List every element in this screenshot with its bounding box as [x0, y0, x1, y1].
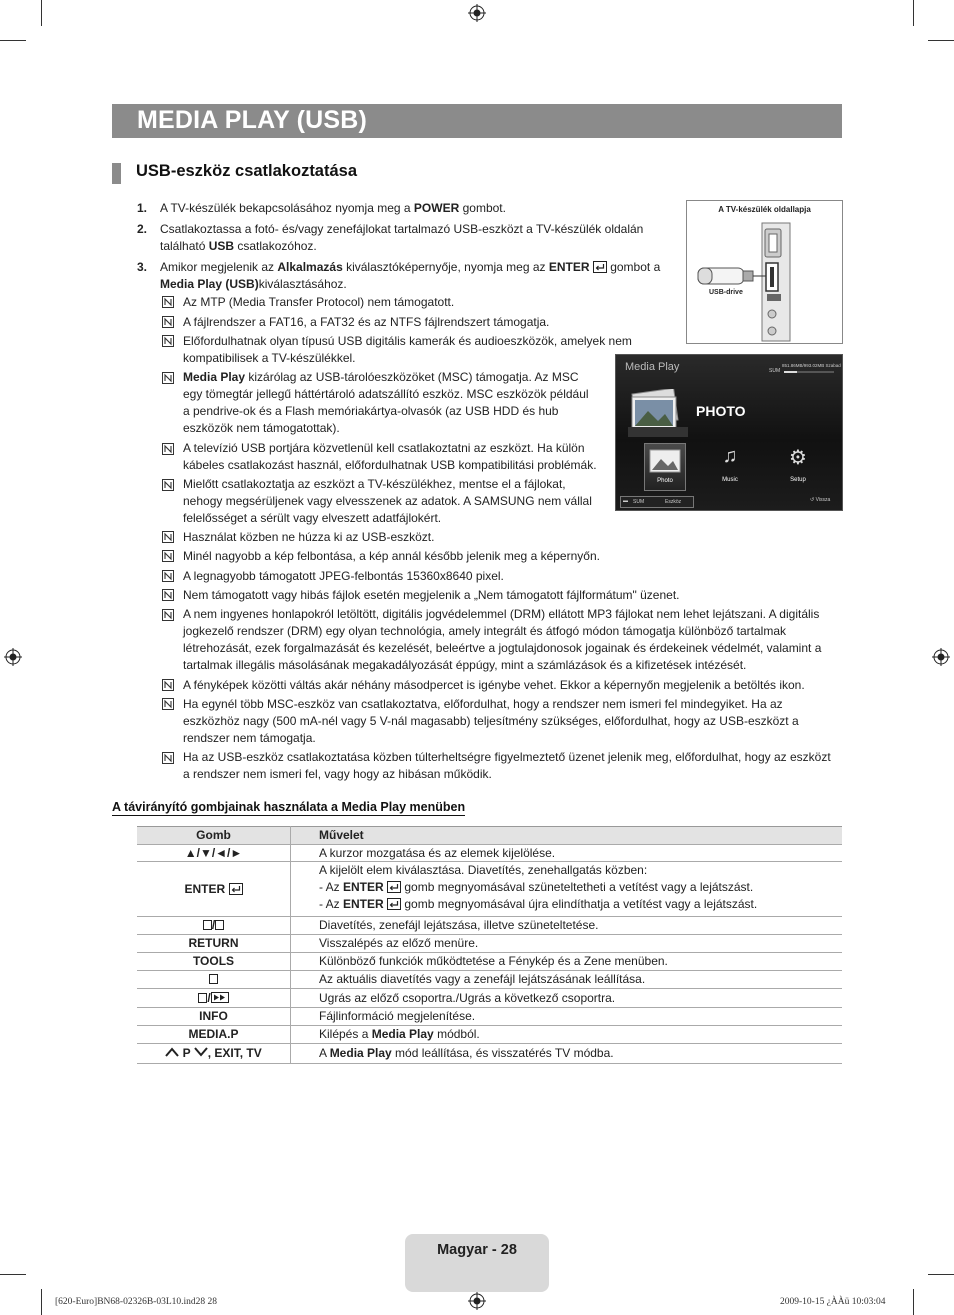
table-row-key: ENTER — [137, 881, 290, 898]
row-divider — [137, 1063, 842, 1064]
note-icon — [162, 752, 174, 764]
usb-drive-label: USB-drive — [709, 289, 743, 296]
table-row-key: RETURN — [188, 936, 239, 950]
note-icon — [162, 679, 174, 691]
note-icon — [162, 609, 174, 621]
menu-item-label: Setup — [790, 477, 806, 483]
media-play-screen — [615, 354, 843, 511]
enter-icon — [387, 881, 401, 893]
note-icon — [162, 479, 174, 491]
step-2-text: Csatlakoztassa a fotó- és/vagy zenefájlokat tartalmazó USB-eszközt a TV-készülék oldalán található USB csatlakozóhoz. — [160, 222, 644, 253]
back-label: Vissza — [815, 497, 831, 503]
usb-connection-illustration — [687, 201, 842, 343]
print-file-info: [620-Euro]BN68-02326B-03L10.ind28 28 — [55, 1297, 218, 1307]
crop-mark — [913, 0, 914, 26]
registration-mark-icon — [932, 648, 950, 666]
table-row-key: / — [137, 990, 290, 1007]
registration-mark-icon — [468, 4, 486, 22]
return-icon: ↺ — [810, 497, 815, 503]
back-button[interactable] — [810, 497, 830, 503]
note-icon — [162, 550, 174, 562]
note-text: A nem ingyenes honlapokról letöltött, digitális jogvédelemmel (DRM) ellátott MP3 fájlokat nem lehet lejátszani. A digitális jogkezelő rendszer (DRM) egy olyan technológia, amely integrált és átfogó módon támogatja különböző tartalmak létrehozását, ezek forgalmazását és kezelését, beleértve a jogtulajdonosok jogainak és érdekeinek védelmét, valamint a tartalmak illegális másolásának megakadályozását éppúgy, mint a számlázások és a kifizetések intézését. — [183, 607, 822, 672]
note-text: Használat közben ne húzza ki az USB-eszközt. — [183, 530, 435, 544]
fast-forward-icon — [211, 992, 229, 1003]
note-icon — [162, 443, 174, 455]
note-icon — [162, 296, 174, 308]
row-divider — [137, 988, 842, 989]
crop-mark — [0, 1274, 26, 1275]
step-number: 2. — [137, 222, 148, 236]
note-icon — [162, 531, 174, 543]
table-row-value: Különböző funkciók működtetése a Fénykép és a Zene menüben. — [319, 954, 668, 968]
note-text: Ha egynél több MSC-eszköz van csatlakoztatva, előfordulhat, hogy a rendszer nem ismeri fel mindegyiket. Ha az eszközhöz nagy (500 mA-nél vagy 5 V-nál magasabb) teljesítmény szükséges, előfordulhat, hogy az USB-eszközt a rendszer nem támogatja. — [183, 697, 799, 745]
enter-icon — [593, 261, 607, 273]
note-text: A legnagyobb támogatott JPEG-felbontás 15360x8640 pixel. — [183, 569, 504, 583]
music-menu-item[interactable] — [710, 443, 750, 489]
device-name: SUM — [633, 499, 645, 505]
table-row-key: / — [137, 917, 290, 934]
crop-mark — [928, 40, 954, 41]
storage-info: 851.86MB/993.02MB Szabad — [782, 363, 841, 368]
print-timestamp: 2009-10-15 ¿ÀÀü 10:03:04 — [780, 1297, 886, 1307]
play-icon — [203, 920, 212, 930]
page-number: Magyar - 28 — [437, 1242, 517, 1258]
note-icon — [162, 570, 174, 582]
registration-mark-icon — [468, 1292, 486, 1310]
gear-icon: ⚙ — [789, 447, 807, 469]
page-title: MEDIA PLAY (USB) — [137, 106, 368, 134]
note-icon — [162, 316, 174, 328]
table-row-key: MEDIA.P — [188, 1027, 239, 1041]
enter-icon — [387, 898, 401, 910]
tv-side-panel-diagram — [686, 200, 843, 344]
usb-icon: ▬ — [623, 498, 628, 504]
note-text: Minél nagyobb a kép felbontása, a kép annál később jelenik meg a képernyőn. — [183, 549, 600, 563]
photo-album-icon — [628, 389, 688, 439]
column-header: Gomb — [196, 828, 231, 842]
note-icon — [162, 589, 174, 601]
menu-item-label: Photo — [657, 478, 673, 484]
table-row-key: TOOLS — [192, 954, 235, 968]
table-title: A távirányító gombjainak használata a Media Play menüben — [112, 800, 466, 814]
table-row-key — [137, 971, 290, 988]
section-title: USB-eszköz csatlakoztatása — [136, 162, 358, 180]
media-play-header: Media Play — [625, 361, 680, 373]
photo-icon — [649, 449, 681, 473]
note-text: Ha az USB-eszköz csatlakoztatása közben túlterheltségre figyelmeztető üzenet jelenik meg, előfordulhat, hogy az eszközt a rendszer nem ismeri fel, vagy hogy az hibásan működik. — [183, 750, 831, 781]
chevron-up-icon — [165, 1047, 179, 1057]
rewind-icon — [198, 993, 207, 1003]
crop-mark — [928, 1274, 954, 1275]
note-text: Nem támogatott vagy hibás fájlok esetén megjelenik a „Nem támogatott fájlformátum" üzenet. — [183, 588, 680, 602]
note-icon — [162, 698, 174, 710]
table-row-key: P , EXIT, TV — [137, 1045, 290, 1062]
table-row-value: Fájlinformáció megjelenítése. — [319, 1009, 476, 1023]
note-text: Az MTP (Media Transfer Protocol) nem támogatott. — [183, 295, 455, 309]
diagram-caption: A TV-készülék oldallapja — [718, 205, 811, 214]
table-row-value: A kurzor mozgatása és az elemek kijelölése. — [319, 846, 556, 860]
row-divider — [137, 1043, 842, 1044]
category-title: PHOTO — [696, 403, 746, 419]
crop-mark — [41, 0, 42, 26]
device-button-label: Eszköz — [665, 499, 682, 505]
step-number: 3. — [137, 260, 148, 274]
sum-label: SUM — [769, 368, 781, 374]
table-row-value: A kijelölt elem kiválasztása. Diavetítés, zenehallgatás közben: - Az ENTER gomb megnyomásával szüneteltetheti a vetítést vagy a lejátszást. - Az ENTER gomb megnyomásával újra elindíthatja a vetítést vagy a lejátszást. — [319, 863, 758, 911]
crop-mark — [41, 1289, 42, 1315]
table-row-value: Diavetítés, zenefájl lejátszása, illetve szüneteltetése. — [319, 918, 599, 932]
note-icon — [162, 372, 174, 384]
table-row-value: Az aktuális diavetítés vagy a zenefájl lejátszásának leállítása. — [319, 972, 646, 986]
music-note-icon: ♫ — [722, 445, 738, 467]
chevron-down-icon — [194, 1047, 208, 1057]
enter-icon — [229, 883, 243, 895]
table-row-value: Kilépés a Media Play módból. — [319, 1027, 480, 1041]
section-marker — [112, 163, 121, 184]
table-row-key: ▲/▼/◄/► — [184, 846, 243, 860]
column-header: Művelet — [319, 828, 364, 842]
stop-icon — [209, 974, 218, 984]
step-number: 1. — [137, 201, 148, 215]
note-text: A fényképek közötti váltás akár néhány másodpercet is igénybe vehet. Ekkor a képernyőn megjelenik a betöltés ikon. — [183, 678, 805, 692]
registration-mark-icon — [4, 648, 22, 666]
menu-item-label: Music — [722, 477, 738, 483]
table-row-value: Visszalépés az előző menüre. — [319, 936, 479, 950]
step-1-text: A TV-készülék bekapcsolásához nyomja meg a POWER gombot. — [160, 201, 506, 215]
pause-icon — [215, 920, 224, 930]
note-text: Mielőtt csatlakoztatja az eszközt a TV-készülékhez, mentse el a fájlokat, nehogy megsérüljenek vagy elvesszenek az adatok. A SAMSUNG nem vállal felelősséget a sérült vagy elveszett adatfájlokért. — [183, 477, 592, 525]
photo-menu-item[interactable] — [644, 443, 686, 491]
note-text: Media Play kizárólag az USB-tárolóeszközöket (MSC) támogatja. Az MSC egy tömegtár jellegű háttértároló adatszállító eszköz. MSC eszközök például a pendrive-ok és a Flash memóriakártya-olvasók (az USB HDD és hub eszközök nem támogatottak). — [183, 370, 589, 435]
note-icon — [162, 335, 174, 347]
note-text: Előfordulhatnak olyan típusú USB digitális kamerák és audioeszközök, amelyek nem kompatibilisek a TV-készülékkel. — [183, 334, 632, 365]
table-row-value: Ugrás az előző csoportra./Ugrás a következő csoportra. — [319, 991, 616, 1005]
table-row-value: A Media Play mód leállítása, és visszatérés TV módba. — [319, 1046, 614, 1060]
note-text: A televízió USB portjára közvetlenül kell csatlakoztatni az eszközt. Ha külön kábeles csatlakozást használ, előfordulhatnak USB kompatibilitási problémák. — [183, 441, 597, 472]
device-selector[interactable] — [620, 496, 694, 508]
crop-mark — [913, 1289, 914, 1315]
table-row-key: INFO — [199, 1009, 228, 1023]
note-text: A fájlrendszer a FAT16, a FAT32 és az NTFS fájlrendszert támogatja. — [183, 315, 550, 329]
crop-mark — [0, 40, 26, 41]
step-3-text: Amikor megjelenik az Alkalmazás kiválasztóképernyője, nyomja meg az ENTER gombot a Media Play (USB)kiválasztásához. — [160, 260, 661, 291]
setup-menu-item[interactable] — [778, 443, 818, 489]
